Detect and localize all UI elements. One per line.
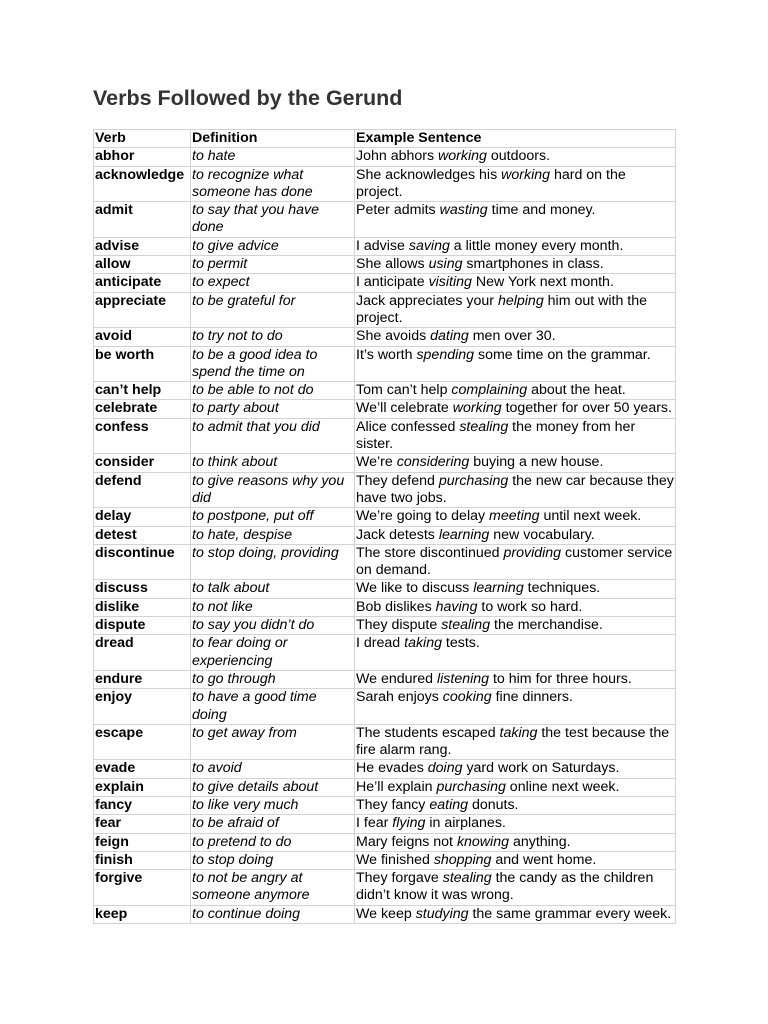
- example-text: She allows: [356, 256, 429, 273]
- example-cell: [355, 166, 676, 202]
- example-text: a little money every month.: [449, 237, 624, 254]
- gerund-text: complaining: [451, 382, 528, 399]
- verbs-table: [93, 129, 676, 924]
- verb-cell: acknowledge: [94, 166, 191, 202]
- example-text: New York next month.: [471, 274, 614, 291]
- example-cell: [355, 472, 676, 508]
- gerund-text: doing: [427, 760, 463, 777]
- gerund-text: saving: [408, 237, 450, 254]
- definition-cell: to admit that you did: [191, 418, 355, 454]
- table-row: [94, 635, 676, 671]
- definition-cell: to not like: [191, 598, 355, 616]
- gerund-text: flying: [392, 815, 426, 832]
- verb-cell: appreciate: [94, 292, 191, 328]
- table-row: [94, 418, 676, 454]
- table-row: [94, 292, 676, 328]
- verb-cell: celebrate: [94, 400, 191, 418]
- definition-cell: to go through: [191, 670, 355, 688]
- example-text: She avoids: [356, 328, 431, 345]
- example-text: some time on the grammar.: [474, 346, 651, 363]
- example-text: smartphones in class.: [462, 256, 604, 273]
- definition-cell: to hate: [191, 148, 355, 166]
- example-text: customer service on demand.: [356, 544, 673, 579]
- example-cell: [355, 454, 676, 472]
- example-cell: [355, 905, 676, 923]
- example-text: the test because the fire alarm rang.: [356, 724, 670, 759]
- example-text: about the heat.: [527, 382, 626, 399]
- definition-cell: to stop doing: [191, 851, 355, 869]
- verb-cell: endure: [94, 670, 191, 688]
- example-text: Sarah enjoys: [356, 689, 443, 706]
- gerund-text: stealing: [459, 418, 509, 435]
- gerund-text: stealing: [441, 617, 491, 634]
- example-cell: [355, 635, 676, 671]
- gerund-text: considering: [396, 454, 470, 471]
- example-text: We’re going to delay: [356, 508, 490, 525]
- example-text: He’ll explain: [356, 778, 437, 795]
- gerund-text: meeting: [489, 508, 540, 525]
- verb-cell: keep: [94, 905, 191, 923]
- table-row: [94, 472, 676, 508]
- definition-cell: to think about: [191, 454, 355, 472]
- verb-cell: enjoy: [94, 689, 191, 725]
- header-definition: Definition: [191, 130, 355, 148]
- table-row: [94, 454, 676, 472]
- gerund-text: stealing: [442, 870, 492, 887]
- example-text: together for over 50 years.: [501, 400, 672, 417]
- gerund-text: having: [435, 598, 478, 615]
- example-text: fine dinners.: [491, 689, 573, 706]
- table-row: [94, 689, 676, 725]
- table-row: [94, 148, 676, 166]
- example-cell: [355, 760, 676, 778]
- example-cell: [355, 544, 676, 580]
- example-text: It’s worth: [356, 346, 417, 363]
- definition-cell: to party about: [191, 400, 355, 418]
- table-row: [94, 580, 676, 598]
- example-text: They defend: [356, 472, 439, 489]
- example-cell: [355, 328, 676, 346]
- example-text: online next week.: [505, 778, 620, 795]
- header-example: Example Sentence: [355, 130, 676, 148]
- verb-cell: escape: [94, 724, 191, 760]
- verb-cell: explain: [94, 778, 191, 796]
- example-cell: [355, 689, 676, 725]
- definition-cell: to give advice: [191, 237, 355, 255]
- verb-cell: forgive: [94, 870, 191, 906]
- definition-cell: to be afraid of: [191, 815, 355, 833]
- definition-cell: to avoid: [191, 760, 355, 778]
- gerund-text: purchasing: [438, 472, 509, 489]
- example-text: The students escaped: [356, 724, 500, 741]
- gerund-text: wasting: [439, 202, 488, 219]
- gerund-text: purchasing: [436, 778, 506, 795]
- example-text: Peter admits: [356, 202, 440, 219]
- table-row: [94, 870, 676, 906]
- example-text: the same grammar every week.: [468, 905, 672, 922]
- example-cell: [355, 346, 676, 382]
- definition-cell: to continue doing: [191, 905, 355, 923]
- example-cell: [355, 256, 676, 274]
- example-cell: [355, 526, 676, 544]
- table-row: [94, 724, 676, 760]
- example-cell: [355, 148, 676, 166]
- table-row: [94, 617, 676, 635]
- example-cell: [355, 598, 676, 616]
- definition-cell: to be able to not do: [191, 382, 355, 400]
- verb-cell: defend: [94, 472, 191, 508]
- example-text: I advise: [356, 237, 409, 254]
- example-text: They forgave: [356, 870, 443, 887]
- example-cell: [355, 400, 676, 418]
- example-text: to work so hard.: [477, 598, 583, 615]
- definition-cell: to talk about: [191, 580, 355, 598]
- gerund-text: working: [438, 148, 487, 165]
- example-cell: [355, 778, 676, 796]
- example-text: to him for three hours.: [489, 670, 632, 687]
- table-row: [94, 598, 676, 616]
- definition-cell: to recognize what someone has done: [191, 166, 355, 202]
- example-text: They dispute: [356, 617, 442, 634]
- definition-cell: to give details about: [191, 778, 355, 796]
- table-row: [94, 508, 676, 526]
- example-cell: [355, 237, 676, 255]
- gerund-text: helping: [497, 292, 544, 309]
- example-text: I fear: [356, 815, 393, 832]
- verb-cell: feign: [94, 833, 191, 851]
- example-text: time and money.: [487, 202, 596, 219]
- example-text: in airplanes.: [425, 815, 506, 832]
- example-text: until next week.: [539, 508, 642, 525]
- example-cell: [355, 851, 676, 869]
- definition-cell: to give reasons why you did: [191, 472, 355, 508]
- definition-cell: to be grateful for: [191, 292, 355, 328]
- table-row: [94, 778, 676, 796]
- verb-cell: discuss: [94, 580, 191, 598]
- definition-cell: to pretend to do: [191, 833, 355, 851]
- table-row: [94, 905, 676, 923]
- table-row: [94, 796, 676, 814]
- gerund-text: cooking: [442, 689, 492, 706]
- example-text: outdoors.: [486, 148, 551, 165]
- example-text: We like to discuss: [356, 580, 474, 597]
- example-text: We keep: [356, 905, 416, 922]
- table-row: [94, 760, 676, 778]
- example-text: The store discontinued: [356, 544, 504, 561]
- verb-cell: abhor: [94, 148, 191, 166]
- definition-cell: to like very much: [191, 796, 355, 814]
- example-text: I dread: [356, 635, 405, 652]
- example-text: Mary feigns not: [356, 833, 457, 850]
- gerund-text: taking: [499, 724, 538, 741]
- verb-cell: be worth: [94, 346, 191, 382]
- example-text: They fancy: [356, 796, 430, 813]
- definition-cell: to have a good time doing: [191, 689, 355, 725]
- gerund-text: providing: [503, 544, 562, 561]
- verb-cell: detest: [94, 526, 191, 544]
- example-text: buying a new house.: [469, 454, 604, 471]
- table-header-row: [94, 130, 676, 148]
- verb-cell: fancy: [94, 796, 191, 814]
- verb-cell: discontinue: [94, 544, 191, 580]
- verb-cell: allow: [94, 256, 191, 274]
- verb-cell: fear: [94, 815, 191, 833]
- example-text: Alice confessed: [356, 418, 460, 435]
- gerund-text: knowing: [456, 833, 509, 850]
- definition-cell: to be a good idea to spend the time on: [191, 346, 355, 382]
- gerund-text: listening: [436, 670, 490, 687]
- verb-cell: consider: [94, 454, 191, 472]
- example-cell: [355, 292, 676, 328]
- example-text: John abhors: [356, 148, 439, 165]
- example-text: Tom can’t help: [356, 382, 452, 399]
- example-cell: [355, 418, 676, 454]
- gerund-text: learning: [438, 526, 490, 543]
- verb-cell: admit: [94, 202, 191, 238]
- header-verb: Verb: [94, 130, 191, 148]
- example-cell: [355, 202, 676, 238]
- definition-cell: to fear doing or experiencing: [191, 635, 355, 671]
- example-text: He evades: [356, 760, 428, 777]
- table-row: [94, 346, 676, 382]
- example-text: We finished: [356, 851, 434, 868]
- verb-cell: evade: [94, 760, 191, 778]
- verb-cell: dread: [94, 635, 191, 671]
- example-text: the merchandise.: [490, 617, 603, 634]
- verb-cell: confess: [94, 418, 191, 454]
- example-cell: [355, 724, 676, 760]
- gerund-text: using: [428, 256, 463, 273]
- gerund-text: shopping: [433, 851, 492, 868]
- example-text: and went home.: [491, 851, 597, 868]
- gerund-text: studying: [415, 905, 469, 922]
- table-row: [94, 166, 676, 202]
- table-row: [94, 328, 676, 346]
- definition-cell: to postpone, put off: [191, 508, 355, 526]
- gerund-text: eating: [429, 796, 468, 813]
- table-row: [94, 815, 676, 833]
- example-text: the candy as the children didn’t know it was wrong.: [356, 870, 654, 904]
- example-text: hard on the project.: [356, 166, 626, 200]
- gerund-text: working: [452, 400, 502, 417]
- table-row: [94, 670, 676, 688]
- example-text: We endured: [356, 670, 437, 687]
- table-row: [94, 400, 676, 418]
- table-row: [94, 382, 676, 400]
- example-text: donuts.: [468, 796, 519, 813]
- verb-cell: dislike: [94, 598, 191, 616]
- example-text: techniques.: [523, 580, 601, 597]
- page-title: Verbs Followed by the Gerund: [93, 86, 403, 110]
- example-text: men over 30.: [468, 328, 556, 345]
- definition-cell: to hate, despise: [191, 526, 355, 544]
- gerund-text: spending: [416, 346, 475, 363]
- example-text: the new car because they have two jobs.: [356, 472, 674, 506]
- example-text: I anticipate: [356, 274, 429, 291]
- example-cell: [355, 382, 676, 400]
- example-text: the money from her sister.: [356, 418, 636, 453]
- gerund-text: learning: [473, 580, 524, 597]
- example-text: We’re: [356, 454, 397, 471]
- verb-cell: advise: [94, 237, 191, 255]
- definition-cell: to say you didn’t do: [191, 617, 355, 635]
- example-text: tests.: [441, 635, 480, 652]
- example-cell: [355, 833, 676, 851]
- table-row: [94, 544, 676, 580]
- verb-cell: dispute: [94, 617, 191, 635]
- table-row: [94, 237, 676, 255]
- verb-cell: delay: [94, 508, 191, 526]
- example-cell: [355, 815, 676, 833]
- table-row: [94, 256, 676, 274]
- table-row: [94, 833, 676, 851]
- definition-cell: to try not to do: [191, 328, 355, 346]
- example-cell: [355, 796, 676, 814]
- example-cell: [355, 580, 676, 598]
- verb-cell: anticipate: [94, 274, 191, 292]
- example-text: anything.: [509, 833, 571, 850]
- example-text: Jack detests: [356, 526, 439, 543]
- definition-cell: to stop doing, providing: [191, 544, 355, 580]
- example-cell: [355, 617, 676, 635]
- verb-cell: can’t help: [94, 382, 191, 400]
- example-text: We’ll celebrate: [356, 400, 453, 417]
- example-text: Bob dislikes: [356, 598, 436, 615]
- example-cell: [355, 670, 676, 688]
- definition-cell: to permit: [191, 256, 355, 274]
- example-text: him out with the project.: [356, 292, 648, 326]
- example-text: Jack appreciates your: [356, 292, 498, 309]
- definition-cell: to say that you have done: [191, 202, 355, 238]
- example-cell: [355, 508, 676, 526]
- example-text: new vocabulary.: [489, 526, 595, 543]
- definition-cell: to get away from: [191, 724, 355, 760]
- table-row: [94, 274, 676, 292]
- gerund-text: dating: [430, 328, 469, 345]
- gerund-text: working: [501, 166, 551, 183]
- gerund-text: visiting: [428, 274, 472, 291]
- table-row: [94, 526, 676, 544]
- example-cell: [355, 870, 676, 906]
- verb-cell: avoid: [94, 328, 191, 346]
- example-text: She acknowledges his: [356, 166, 502, 183]
- example-cell: [355, 274, 676, 292]
- table-row: [94, 851, 676, 869]
- example-text: yard work on Saturdays.: [462, 760, 620, 777]
- gerund-text: taking: [404, 635, 442, 652]
- definition-cell: to expect: [191, 274, 355, 292]
- verb-cell: finish: [94, 851, 191, 869]
- definition-cell: to not be angry at someone anymore: [191, 870, 355, 906]
- table-row: [94, 202, 676, 238]
